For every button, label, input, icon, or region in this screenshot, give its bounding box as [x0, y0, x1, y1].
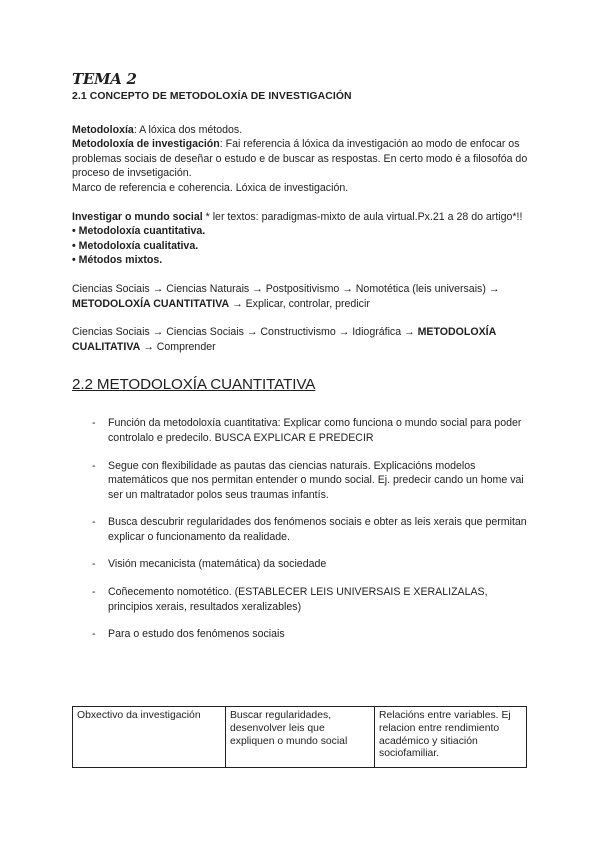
marco-line: Marco de referencia e coherencia. Lóxica de investigación.: [72, 181, 349, 194]
list-item: - Para o estudo dos fenómenos sociais: [92, 627, 530, 642]
list-item: - Función da metodoloxía cuantitativa: Explicar como funciona o mundo social para poder controlalo e predecilo. BUSCA EXPLICAR E PREDECIR: [92, 416, 530, 445]
table-cell: Buscar regularidades, desenvolver leis que expliquen o mundo social: [226, 707, 375, 768]
flow2-text: Ciencias Sociais → Ciencias Sociais → Constructivismo → Idiográfica →: [72, 326, 418, 339]
investigation-table: [72, 706, 527, 768]
definition-metodoloxia-investigacion: [72, 137, 530, 181]
table-cell: Obxectivo da investigación: [73, 707, 226, 768]
bullet-item: • Métodos mixtos.: [72, 254, 163, 267]
bullet-item: • Metodoloxía cualitativa.: [72, 239, 199, 252]
list-item: - Visión mecanicista (matemática) da sociedade: [92, 557, 530, 572]
definition-metodoloxia: [72, 123, 530, 138]
flow1-text: Ciencias Sociais → Ciencias Naturais → Postpositivismo → Nomotética (leis universais) →: [72, 282, 500, 295]
list-item: - Segue con flexibilidade as pautas das ciencias naturais. Explicacións modelos matemáticos que nos permitan entender o mundo social. Ej. predecir cando un home vai ser un maltratador polos seus traumas infantís.: [92, 459, 530, 503]
investigar-term: Investigar o mundo social: [72, 210, 203, 223]
metinv-term: Metodoloxía de investigación: [72, 138, 220, 151]
table-cell: Relacións entre variables. Ej relacion entre rendimiento académico y sitiación sociofamiliar.: [375, 707, 527, 768]
flow-cuantitativa: [72, 282, 530, 311]
metinv-text: : Fai referencia á lóxica da investigación ao modo de enfocar os problemas sociais de deseñar o estudo e de buscar as respostas. En certo modo é a filosofóa do proceso de invsetigación.: [72, 138, 528, 180]
tema-title: TEMA 2: [72, 70, 137, 88]
flow1-bold: METODOLOXÍA CUANTITATIVA: [72, 297, 230, 310]
flow2-end: → Comprender: [140, 340, 216, 353]
investigar-paragraph: [72, 210, 530, 225]
metodoloxia-text: : A lóxica dos métodos.: [133, 123, 243, 136]
document-page: [72, 70, 530, 655]
metodoloxia-term: Metodoloxía: [72, 123, 134, 136]
section-1-heading: 2.1 CONCEPTO DE METODOLOXÍA DE INVESTIGACIÓN: [72, 91, 352, 102]
flow-cualitativa: [72, 325, 530, 354]
dash-list: [72, 416, 530, 642]
list-item: - Busca descubrir regularidades dos fenómenos sociais e obter as leis xerais que permitan explicar o funcionamento da realidade.: [92, 515, 530, 544]
section-2-heading: 2.2 METODOLOXÍA CUANTITATIVA: [72, 376, 316, 394]
investigar-note: * ler textos: paradigmas-mixto de aula virtual.Px.21 a 28 do artigo*!!: [202, 210, 523, 223]
bullet-item: • Metodoloxía cuantitativa.: [72, 225, 206, 238]
list-item: - Coñecemento nomotético. (ESTABLECER LEIS UNIVERSAIS E XERALIZALAS, principios xerais, resultados xeralizables): [92, 585, 530, 614]
flow1-end: → Explicar, controlar, predicir: [229, 297, 370, 310]
table-row: [73, 707, 527, 768]
flow2-bold: METODOLOXÍA CUALITATIVA: [72, 326, 496, 353]
